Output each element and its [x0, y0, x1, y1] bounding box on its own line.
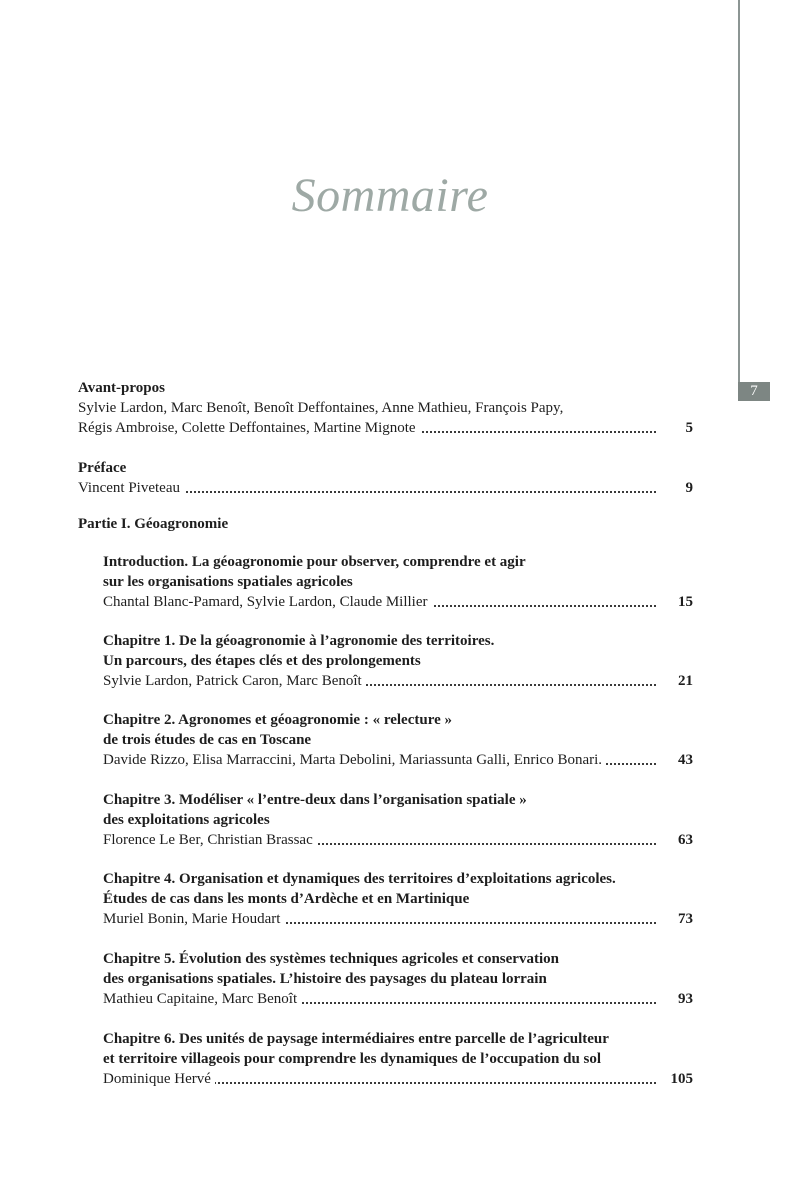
page-number: 21 [656, 671, 693, 691]
entry-label: Chapitre 4. [103, 871, 176, 887]
entry-title-cont: des organisations spatiales. L’histoire des paysages du plateau lorrain [103, 971, 547, 987]
entry-title: Organisation et dynamiques des territoires d’exploitations agricoles. [178, 871, 616, 887]
authors-line: Chantal Blanc-Pamard, Sylvie Lardon, Claude Millier [103, 594, 432, 610]
entry-label: Chapitre 2. [103, 712, 176, 728]
section-heading: Avant-propos [78, 380, 165, 396]
page-number: 15 [656, 592, 693, 612]
toc-row[interactable] [103, 989, 693, 1009]
part-heading [78, 514, 228, 534]
toc-entry-chapitre-5 [103, 949, 693, 1009]
entry-label: Introduction. [103, 554, 189, 570]
page-number: 93 [656, 989, 693, 1009]
entry-title-cont: des exploitations agricoles [103, 812, 270, 828]
entry-label: Chapitre 6. [103, 1031, 176, 1047]
entry-title-cont: sur les organisations spatiales agricoles [103, 574, 353, 590]
authors-line: Sylvie Lardon, Marc Benoît, Benoît Deffontaines, Anne Mathieu, François Papy, [78, 400, 564, 416]
page-number: 5 [656, 418, 693, 438]
toc-entry-chapitre-3 [103, 790, 693, 850]
authors-line: Régis Ambroise, Colette Deffontaines, Martine Mignote [78, 420, 420, 436]
toc-row[interactable] [103, 909, 693, 929]
entry-title: Des unités de paysage intermédiaires entre parcelle de l’agriculteur [178, 1031, 609, 1047]
entry-label: Chapitre 3. [103, 792, 176, 808]
toc-row[interactable] [78, 418, 693, 438]
page-title: Sommaire [291, 169, 489, 222]
toc-entry-chapitre-6 [103, 1029, 693, 1089]
toc-row[interactable] [78, 478, 693, 498]
part-title: Partie I. Géoagronomie [78, 516, 229, 532]
entry-title: Évolution des systèmes techniques agricoles et conservation [178, 951, 559, 967]
authors-line: Mathieu Capitaine, Marc Benoît [103, 991, 301, 1007]
page-number: 63 [656, 830, 693, 850]
authors-line: Muriel Bonin, Marie Houdart [103, 911, 284, 927]
entry-title-cont: Études de cas dans les monts d’Ardèche et en Martinique [103, 891, 470, 907]
toc-entry-chapitre-1 [103, 631, 693, 691]
page-number: 105 [656, 1069, 693, 1089]
section-heading: Préface [78, 460, 127, 476]
page-number-tab: 7 [738, 382, 770, 401]
entry-title: Modéliser « l’entre-deux dans l’organisation spatiale » [178, 792, 527, 808]
page-number: 73 [656, 909, 693, 929]
entry-title: La géoagronomie pour observer, comprendre et agir [191, 554, 526, 570]
entry-title-cont: Un parcours, des étapes clés et des prolongements [103, 653, 421, 669]
entry-label: Chapitre 5. [103, 951, 176, 967]
authors-line: Davide Rizzo, Elisa Marraccini, Marta Debolini, Mariassunta Galli, Enrico Bonari. [103, 752, 606, 768]
toc-row[interactable] [103, 671, 693, 691]
toc-row[interactable] [103, 750, 693, 770]
toc-entry-chapitre-2 [103, 710, 693, 770]
authors-line: Sylvie Lardon, Patrick Caron, Marc Benoît [103, 673, 366, 689]
entry-label: Chapitre 1. [103, 633, 176, 649]
toc-row[interactable] [103, 1069, 693, 1089]
toc-section-preface [78, 458, 693, 498]
toc-row[interactable] [103, 830, 693, 850]
toc-row[interactable] [103, 592, 693, 612]
authors-line: Florence Le Ber, Christian Brassac [103, 832, 317, 848]
toc-section-avant-propos [78, 378, 693, 438]
entry-title: Agronomes et géoagronomie : « relecture » [178, 712, 452, 728]
entry-title: De la géoagronomie à l’agronomie des territoires. [178, 633, 495, 649]
toc-entry-chapitre-4 [103, 869, 693, 929]
toc-entry-introduction [103, 552, 693, 612]
authors-line: Dominique Hervé [103, 1071, 215, 1087]
page-number: 43 [656, 750, 693, 770]
entry-title-cont: et territoire villageois pour comprendre les dynamiques de l’occupation du sol [103, 1051, 602, 1067]
page-number: 9 [656, 478, 693, 498]
entry-title-cont: de trois études de cas en Toscane [103, 732, 312, 748]
authors-line: Vincent Piveteau [78, 480, 184, 496]
